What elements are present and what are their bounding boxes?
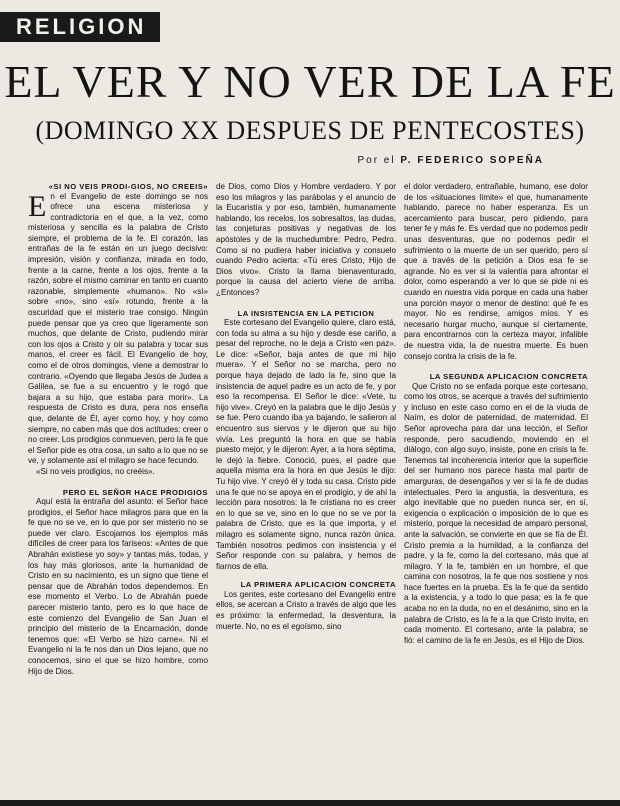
column-2	[216, 182, 396, 772]
paragraph	[28, 189, 208, 467]
byline	[357, 155, 544, 166]
byline-prefix: Por el	[357, 155, 396, 166]
paragraph: «Si no veis prodigios, no creéis».	[36, 466, 155, 476]
article-subtitle: (DOMINGO XX DESPUES DE PENTECOSTES)	[35, 116, 585, 145]
paragraph: Aquí está la entraña del asunto: el Señor hace prodigios, el Señor hace milagros para que en la fe que no se ve, en lo que por ser misterio no se puede ver claro. Escojamos los ejemplos más difíciles de creer para los fariseos: «Antes de que Abrahán existiese yo soy» y tantas más, todas, y los hay más gloriosos, ante la humanidad de Cristo en su nacimiento, es un signo que tiene el pensar que de Abrahán todos dependemos. En ese momento el Verbo. Lo de Abrahán puede parecer misterio tanto, pero es lo que hace de este comienzo del Evangelio de San Juan el principio del misterio de la Encarnación, donde tenemos que: «El Verbo se hizo carne». Ni el Evangelio ni la fe nos dan un Dios lejano, que no conocemos, sino el que se hizo hombre, como Hijo de Dios.	[28, 497, 208, 676]
subheading-2: PERO EL SEÑOR HACE PRODIGIOS	[62, 487, 208, 497]
paragraph: Este cortesano del Evangelio quiere, claro está, con toda su alma a su hijo y desde ese cariño, a pesar del reproche, no le deja a Cristo «en paz». Le dice: «Señor, baja antes de que mi hijo muera». Y el Señor no se marcha, pero no porque haya dejado de lado la fe, sino que la insistencia de aquel padre es un acto de fe, y por eso la recompensa. El Señor le dice: «Vete, tu hijo vive». Creyó en la palabra que le dijo Jesús y se fue. Pero cuando iba ya bajando, le salieron al encuentro sus siervos y le dijeron que su hijo vivía. Les preguntó la hora en que se había puesto mejor, y le dijeron: Ayer, a la hora séptima, le dejó la fiebre. Conoció, pues, el padre que aquella misma era la hora en que Jesús le dijo: Tu hijo vive. Y creyó él y toda su casa. Cristo pide una fe que no se apoya en el prodigio, y de ahí la lección para nosotros: la fe cristiana no es creer en lo que se ve, sino en lo que no se ve por la palabra de Cristo, que es la que importa, y el milagro es solamente signo, nunca razón única. También nosotros pedimos con insistencia y el Señor responde con su palabra, y hemos de fiarnos de ella.	[216, 318, 396, 571]
paragraph: Los gentes, este cortesano del Evangelio entre ellos, se acercan a Cristo a través de algo que les es próximo: la enfermedad, la desventura, la muerte. No, no es el egoísmo, sino	[216, 589, 396, 631]
subheading-1: «SI NO VEIS PRODI-GIOS, NO CREEIS»	[48, 182, 208, 191]
column-1	[28, 182, 208, 772]
paragraph: Que Cristo no se enfada porque este cortesano, como los otros, se acerque a través del sufrimiento y incluso en este caso como en el de la viuda de Naím, es dolor de paternidad, de maternidad. El Señor aprovecha para dar una lección, el Señor responde, pero sacudiendo, moviendo en el diálogo, con algo suyo, insiste, pone en crisis la fe. Tenemos tal incoherencia interior que la superficie del ser humano nos parece hasta mal partir de amarguras, de desengaños y ver si la fe de dudas intelectuales. Pero la angustia, la desventura, es algo inevitable que no pueden nunca ser, en sí, exigencia o explicación o imposición de lo que es misterio, porque la necesidad de amparo personal, ante la salvación, se convierte en que se fía de Él. Cristo premia a la humildad, a la confianza del padre, y la fe, como la del cortesano, más que al milagro. Y la fe, también en un hombre, el que camina con nosotros, la fe que nos sostiene y nos hace fuertes en la prueba. Es la fe que da sentido a la existencia, y a todo lo que pasa; es la fe que acaba no en la duda, no en el desánimo, sino en la palabra de Cristo, es la fe a la que Cristo invita, en cada momento. El cortesano, ante la palabra, se fió: el camino de la fe en Jesús, es el Hijo de Dios.	[404, 381, 588, 645]
byline-author: P. FEDERICO SOPEÑA	[400, 155, 544, 166]
paragraph-text: n el Evangelio de este domingo se nos ofrece una escena misteriosa y contradictoria en el que, a la vez, como misteriosa y sencilla es la palabra de Cristo siempre, el problema de la fe. El corazón, las entrañas de la fe están en un juego decisivo: impresión, visión y confianza, mirada en todo, frente a la carne, frente a los ojos, frente a la razón, sobre el mismo caminar en tanto en cuanto razonable, simplemente «humano». No «sí» sobre «no», sino «sí» rotundo, frente a la oscuridad que el misterio trae consigo. Ningún puede pensar que ya creo que ligeramente son muchos, que delante de Cristo, pudiendo mirar con los ojos a Cristo y oír su palabra y tocar sus manos, el creer es fácil. El Evangelio de hoy, como el de otros domingos, viene a demostrar lo contrario. «Oyendo que llegaba Jesús de Judea a Galilea, se fue a su encuentro y le rogó que bajara a su hijo, que estaba para morir». La respuesta de Cristo es dura, pera nos enseña que, delante de Él, ayer como hoy, y hoy como siempre, no caben más que dos actitudes: creer o no creer. Los prodigios conmueven, pero la fe que el Señor pide es otra cosa, un salto a lo que no se ve, y solamente así el milagro se hace fecundo.	[28, 191, 208, 466]
column-3	[404, 182, 588, 772]
article-title: EL VER Y NO VER DE LA FE	[4, 56, 616, 107]
subheading-5: LA SEGUNDA APLICACION CONCRETA	[429, 372, 588, 382]
paragraph: el dolor verdadero, entrañable, humano, ese dolor de los «situaciones límite» el que, humanamente hablando, parece no haber esperanza. Es un acercamiento para buscar, pero pidiendo, para tener fe y más fe. Es verdad que no podemos pedir unas desventuras, que no podemos pedir el sufrimiento o la muerte de un ser querido, pero sí que a través de la petición a Dios esa fe se agrande. No es ver si la valentía para afrontar el dolor, como esperando a ver lo que se pide ni es cuando en nuestra vida porque en cada una haber una porción mayor o menor de destino: qué fe es mayor. No es rendirse, amigos míos. Y es necesario hurgar mucho, aunque sí ciertamente, para encontrarnos con la certeza mayor, infalible de nuestra vida, la de nuestra muerte. Es buen consejo contra la crisis de la fe.	[404, 182, 588, 361]
subheading-4: LA PRIMERA APLICACION CONCRETA	[240, 580, 396, 590]
bottom-rule	[0, 800, 620, 806]
drop-cap: E	[28, 189, 47, 223]
subheading-3: LA INSISTENCIA EN LA PETICION	[237, 308, 375, 318]
section-label: RELIGION	[0, 12, 160, 42]
paragraph: de Dios, como Dios y Hombre verdadero. Y por eso los milagros y las parábolas y el anuncio de la Eucaristía y por eso, también, humanamente hablando, los recelos, los sobresaltos, las dudas, las conjeturas positivas y negativas de los apóstoles y de la muchedumbre: Pedro, Pedro. Como si no pudiera haber iniciativa y consuelo cuando Pedro acierta: «Tú eres Cristo, Hijo de Dios vivo». Cristo la llama bienaventurado, porque la causa del acierto viene de arriba. ¿Entonces?	[216, 182, 396, 297]
